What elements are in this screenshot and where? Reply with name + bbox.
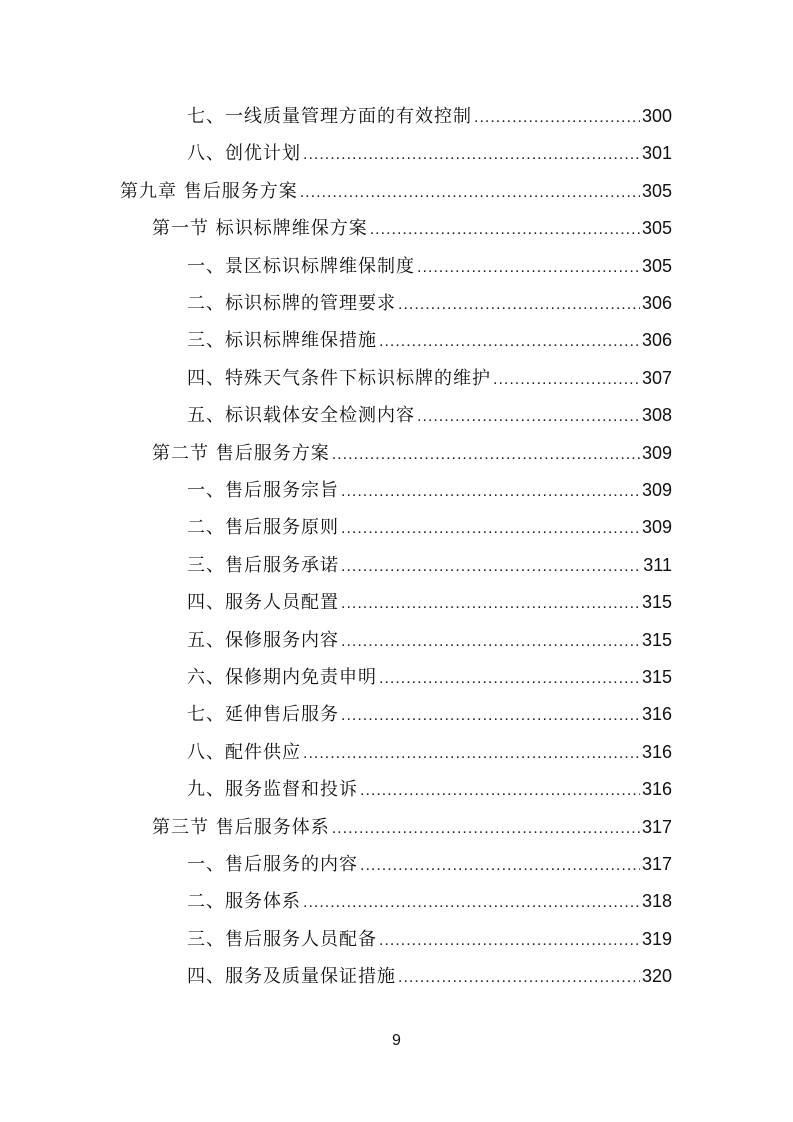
toc-leader-dots: [341, 477, 640, 507]
toc-entry-label: 第九章 售后服务方案: [120, 180, 298, 202]
toc-leader-dots: [303, 739, 640, 769]
toc-leader-dots: [341, 514, 640, 544]
toc-entry[interactable]: [152, 213, 672, 243]
toc-entry[interactable]: [187, 550, 672, 580]
toc-entry-page: 320: [641, 966, 672, 987]
toc-entry[interactable]: [187, 849, 672, 879]
toc-leader-dots: [417, 253, 640, 283]
toc-entry-page: 315: [641, 592, 672, 613]
toc-entry[interactable]: [187, 363, 672, 393]
toc-entry-label: 一、售后服务的内容: [187, 854, 358, 875]
toc-entry-page: 305: [641, 180, 672, 201]
toc-leader-dots: [360, 851, 640, 881]
toc-entry[interactable]: [120, 176, 672, 206]
toc-leader-dots: [341, 701, 640, 731]
toc-entry-page: 300: [641, 106, 672, 126]
toc-leader-dots: [417, 402, 640, 432]
toc-entry[interactable]: [187, 400, 672, 430]
toc-entry[interactable]: [187, 774, 672, 804]
toc-entry-page: 306: [641, 330, 672, 351]
toc-entry-page: 316: [641, 704, 672, 725]
toc-entry-page: 317: [641, 854, 672, 874]
toc-entry-label: 四、服务及质量保证措施: [187, 966, 396, 988]
toc-entry-page: 318: [641, 891, 672, 912]
toc-leader-dots: [370, 215, 640, 245]
toc-leader-dots: [303, 140, 640, 170]
toc-entry-page: 309: [641, 517, 672, 538]
toc-entry-label: 四、特殊天气条件下标识标牌的维护: [187, 367, 491, 389]
toc-leader-dots: [332, 440, 640, 470]
toc-leader-dots: [341, 552, 641, 582]
toc-entry[interactable]: [187, 138, 672, 168]
toc-leader-dots: [493, 365, 640, 395]
toc-entry-label: 三、标识标牌维保措施: [187, 330, 377, 352]
toc-entry[interactable]: [187, 737, 672, 767]
toc-leader-dots: [341, 589, 640, 619]
toc-leader-dots: [398, 290, 640, 320]
toc-entry-label: 五、标识载体安全检测内容: [187, 405, 415, 427]
toc-entry-label: 第二节 售后服务方案: [152, 442, 330, 464]
toc-entry-label: 三、售后服务人员配备: [187, 928, 377, 950]
toc-entry-page: 306: [641, 293, 672, 313]
toc-entry[interactable]: [187, 288, 672, 318]
toc-entry-label: 八、创优计划: [187, 143, 301, 165]
toc-entry[interactable]: [152, 438, 672, 468]
toc-entry-page: 316: [641, 741, 672, 762]
toc-entry[interactable]: [187, 251, 672, 281]
toc-entry[interactable]: [187, 325, 672, 355]
toc-entry-page: 301: [641, 143, 672, 164]
toc-entry-label: 二、售后服务原则: [187, 517, 339, 539]
toc-entry-page: 309: [641, 442, 672, 463]
toc-entry-label: 第一节 标识标牌维保方案: [152, 218, 368, 240]
toc-entry[interactable]: [187, 625, 672, 655]
toc-leader-dots: [360, 776, 640, 806]
toc-entry-label: 六、保修期内免责申明: [187, 667, 377, 688]
toc-entry-page: 317: [641, 816, 672, 837]
toc-entry-label: 七、一线质量管理方面的有效控制: [187, 106, 472, 127]
toc-entry[interactable]: [152, 812, 672, 842]
toc-entry-page: 305: [641, 218, 672, 239]
toc-entry-page: 311: [643, 554, 672, 575]
toc-entry[interactable]: [187, 101, 672, 131]
toc-leader-dots: [379, 664, 640, 694]
toc-entry-page: 307: [641, 367, 672, 388]
toc-entry-label: 一、景区标识标牌维保制度: [187, 255, 415, 277]
toc-entry-page: 315: [641, 667, 672, 687]
toc-entry-label: 九、服务监督和投诉: [187, 779, 358, 801]
toc-entry-label: 四、服务人员配置: [187, 592, 339, 614]
toc-entry-label: 第三节 售后服务体系: [152, 816, 330, 838]
toc-entry[interactable]: [187, 699, 672, 729]
toc-entry[interactable]: [187, 924, 672, 954]
toc-leader-dots: [332, 814, 640, 844]
toc-entry-page: 319: [641, 928, 672, 949]
toc-entry-label: 五、保修服务内容: [187, 629, 339, 651]
toc-entry-label: 七、延伸售后服务: [187, 704, 339, 726]
page-number: 9: [392, 1032, 401, 1049]
toc-entry[interactable]: [187, 587, 672, 617]
toc-entry[interactable]: [187, 886, 672, 916]
toc-entry-label: 三、售后服务承诺: [187, 554, 339, 576]
toc-entry-page: 315: [641, 629, 672, 650]
toc-leader-dots: [341, 627, 640, 657]
toc-leader-dots: [398, 963, 640, 993]
toc-entry-page: 316: [641, 779, 672, 800]
toc-leader-dots: [300, 178, 640, 208]
toc-entry-label: 二、标识标牌的管理要求: [187, 293, 396, 314]
toc-entry-page: 308: [641, 405, 672, 426]
toc-entry-label: 二、服务体系: [187, 891, 301, 913]
toc-entry-page: 309: [641, 480, 672, 500]
toc-entry[interactable]: [187, 961, 672, 991]
toc-leader-dots: [474, 103, 640, 133]
toc-leader-dots: [379, 926, 640, 956]
toc-leader-dots: [379, 327, 640, 357]
toc-entry-label: 八、配件供应: [187, 741, 301, 763]
toc-entry-page: 305: [641, 255, 672, 276]
toc-entry-label: 一、售后服务宗旨: [187, 480, 339, 501]
toc-entry[interactable]: [187, 662, 672, 692]
toc-leader-dots: [303, 888, 640, 918]
toc-entry[interactable]: [187, 475, 672, 505]
toc-entry[interactable]: [187, 512, 672, 542]
